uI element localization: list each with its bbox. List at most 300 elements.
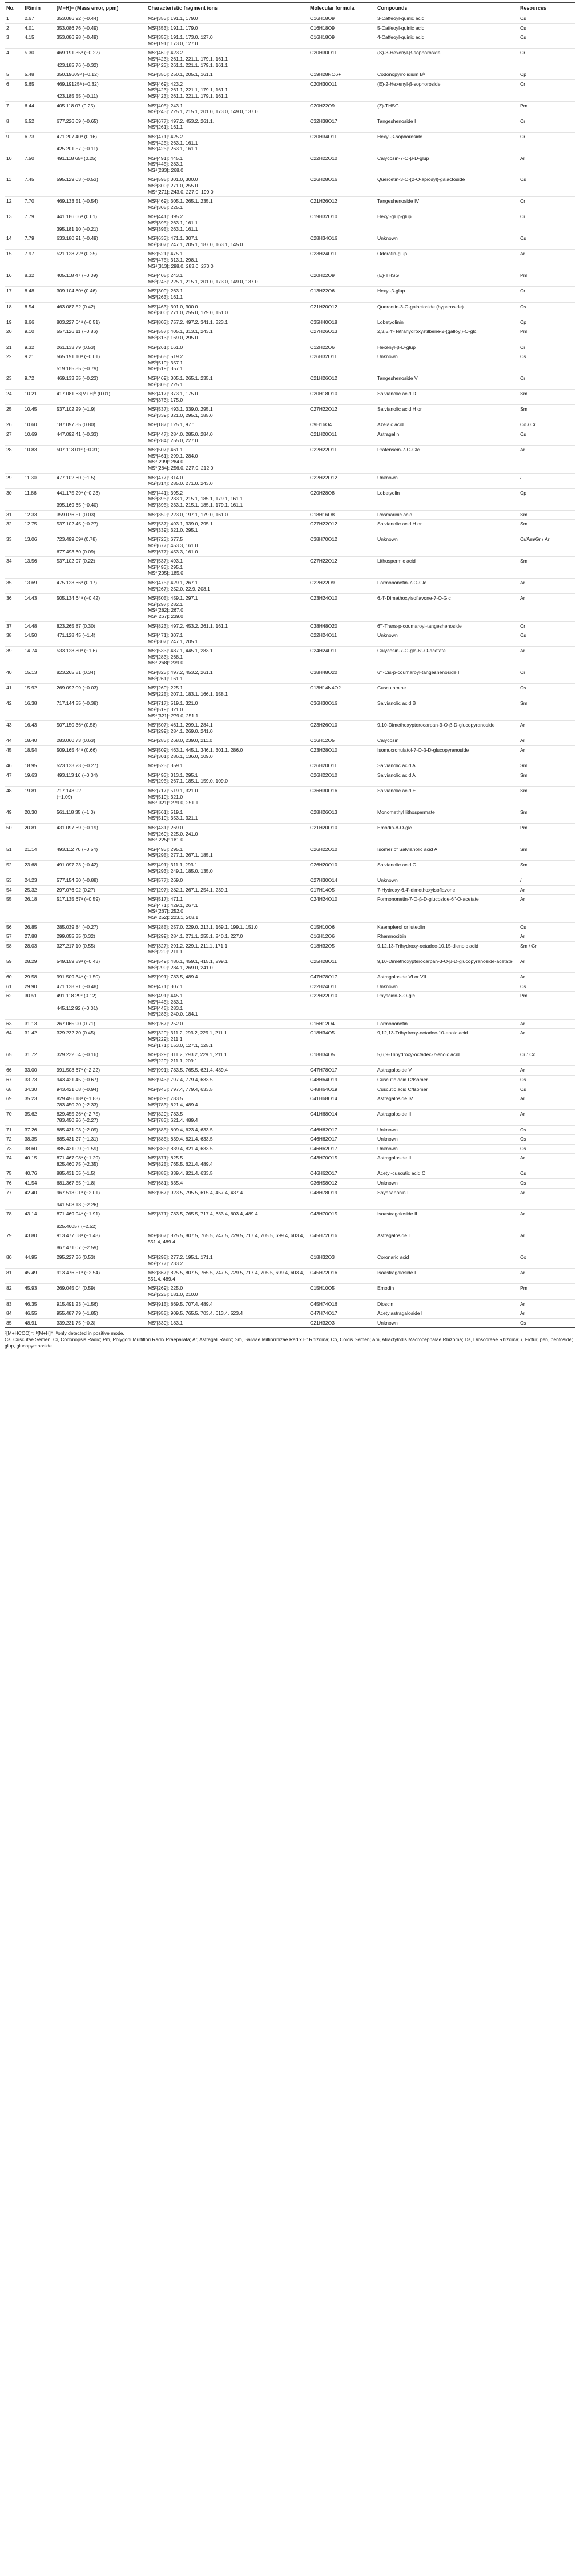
cell-fragment-ions-line: MS²[395]: 233.1, 215.1, 185.1, 179.1, 161.1 — [148, 502, 243, 508]
cell-no: 54 — [5, 885, 23, 895]
cell-mz-line: 267.065 90 (0.71) — [57, 1020, 95, 1026]
cell-mz — [55, 343, 146, 352]
cell-mz-line: 309.104 80ᵃ (0.46) — [57, 288, 98, 294]
cell-mz — [55, 302, 146, 318]
table-row — [5, 473, 575, 488]
cell-mz — [55, 668, 146, 684]
cell-no: 39 — [5, 647, 23, 668]
cell-mz — [55, 79, 146, 101]
cell-compound: 9,12,13-Trihydroxy-octadec-10,15-dienoic acid — [376, 941, 518, 957]
cell-no: 2 — [5, 23, 23, 33]
cell-molecular-formula: C20H28O8 — [308, 488, 376, 510]
cell-fragment-ions — [146, 70, 308, 80]
cell-fragment-ions-line: MS²[285]: 257.0, 229.0, 213.1, 169.1, 199.1, 151.0 — [148, 924, 258, 930]
cell-molecular-formula: C23H28O10 — [308, 746, 376, 761]
cell-fragment-ions-line: MS²[565]: 519.2 — [148, 354, 183, 360]
cell-retention-time: 46.55 — [23, 1309, 55, 1319]
cell-mz-line: 395.169 65 (−0.40) — [57, 502, 98, 508]
table-row — [5, 1253, 575, 1269]
cell-mz — [55, 271, 146, 287]
cell-compound: Hexenyl-β-D-glup — [376, 343, 518, 352]
cell-fragment-ions-line: MS⁴[313]: 298.0, 283.0, 270.0 — [148, 263, 214, 269]
cell-mz — [55, 621, 146, 631]
cell-mz-line: 269.045 04 (0.59) — [57, 1285, 95, 1291]
cell-fragment-ions-line: MS²[269]: 225.0 — [148, 1285, 183, 1291]
cell-molecular-formula: C20H22O9 — [308, 271, 376, 287]
cell-fragment-ions — [146, 271, 308, 287]
cell-fragment-ions-line: MS⁴[267]: 252.0 — [148, 908, 183, 914]
cell-molecular-formula: C27H22O12 — [308, 520, 376, 535]
cell-fragment-ions-line: MS³[229]: 211.1 — [148, 1036, 183, 1042]
cell-compound: Kaempferol or luteolin — [376, 922, 518, 932]
cell-fragment-ions-line: MS²[633]: 471.1, 307.1 — [148, 235, 198, 242]
cell-mz — [55, 1253, 146, 1269]
cell-fragment-ions-line: MS²[329]: 311.2, 293.2, 229.1, 211.1 — [148, 1030, 227, 1036]
cell-mz-line: 329.232 70 (0.45) — [57, 1030, 95, 1036]
table-row — [5, 23, 575, 33]
cell-resources: Cs — [518, 302, 575, 318]
cell-mz-line: 359.076 51 (0.03) — [57, 511, 95, 517]
table-row — [5, 1125, 575, 1135]
cell-mz-line: 297.076 02 (0.27) — [57, 886, 95, 893]
cell-mz-line: 565.191 10ᵃ (−0.01) — [57, 354, 100, 360]
cell-mz — [55, 101, 146, 117]
cell-no: 49 — [5, 808, 23, 823]
cell-mz — [55, 520, 146, 535]
table-row — [5, 405, 575, 420]
cell-mz — [55, 746, 146, 761]
cell-mz — [55, 197, 146, 212]
cell-compound: (S)-3-Hexenyl-β-sophoroside — [376, 49, 518, 70]
cell-resources: Sm — [518, 808, 575, 823]
cell-fragment-ions — [146, 1231, 308, 1253]
cell-mz-line: 533.128 80ᵃ (−1.6) — [57, 648, 98, 654]
cell-mz-line: 825.46057 (−2.52) — [57, 1223, 97, 1229]
cell-fragment-ions — [146, 1269, 308, 1284]
cell-fragment-ions-line: MS²[885]: 839.4, 821.4, 633.5 — [148, 1170, 213, 1177]
header-retention-time: tR/min — [23, 3, 55, 14]
cell-fragment-ions-line: MS²[405]: 243.1 — [148, 102, 183, 109]
cell-resources: Cr — [518, 621, 575, 631]
cell-fragment-ions-line: MS³[307]: 247.1, 205.1, 187.0, 163.1, 145.0 — [148, 241, 243, 247]
cell-fragment-ions — [146, 668, 308, 684]
cell-mz-line: 823.265 81 (0.34) — [57, 669, 95, 676]
cell-molecular-formula: C24H24O11 — [308, 647, 376, 668]
cell-compound: 2,3,5,4′-Tetrahydroxystilbene-2-(galloyl)-O-glc — [376, 327, 518, 343]
cell-retention-time: 42.40 — [23, 1188, 55, 1210]
table-row — [5, 1210, 575, 1231]
cell-compound: Emodin — [376, 1284, 518, 1299]
cell-compound: 3-Caffeoyl-quinic acid — [376, 14, 518, 24]
cell-fragment-ions — [146, 79, 308, 101]
cell-retention-time: 34.30 — [23, 1085, 55, 1094]
cell-mz-line — [57, 220, 144, 226]
cell-fragment-ions — [146, 594, 308, 621]
cell-retention-time: 4.15 — [23, 33, 55, 49]
cell-no: 35 — [5, 578, 23, 593]
table-row — [5, 1029, 575, 1050]
cell-compound: Unknown — [376, 631, 518, 647]
cell-fragment-ions-line: MS²[717]: 519.1, 321.0 — [148, 700, 198, 707]
cell-no: 30 — [5, 488, 23, 510]
cell-resources: Ar — [518, 736, 575, 746]
cell-mz-line: 941.508 18 (−2.26) — [57, 1201, 98, 1207]
cell-retention-time: 43.14 — [23, 1210, 55, 1231]
table-row — [5, 1019, 575, 1029]
cell-fragment-ions-line: MS³[297]: 282.1 — [148, 601, 183, 607]
table-row — [5, 786, 575, 808]
footnote-ion-adducts: ᵃ[M+HCOO]⁻; ᵇ[M+H]⁺; ᵇonly detected in positive mode. — [5, 1330, 124, 1337]
cell-mz-line: 823.265 87 (0.30) — [57, 623, 95, 629]
cell-resources: Cs — [518, 982, 575, 992]
table-row — [5, 1144, 575, 1154]
cell-mz-line: 431.097 69 (−0.19) — [57, 824, 98, 830]
cell-no: 6 — [5, 79, 23, 101]
cell-resources: Ar — [518, 1231, 575, 1253]
cell-no: 84 — [5, 1309, 23, 1319]
cell-mz-line: 915.491 23 (−1.56) — [57, 1301, 98, 1307]
cell-mz-line: 943.421 45 (−0.67) — [57, 1076, 98, 1082]
cell-fragment-ions — [146, 621, 308, 631]
table-row — [5, 1169, 575, 1179]
cell-mz — [55, 721, 146, 736]
cell-fragment-ions-line: MS²[681]: 635.4 — [148, 1180, 183, 1186]
cell-mz-line — [57, 1239, 144, 1245]
cell-resources: Cs — [518, 1144, 575, 1154]
cell-fragment-ions — [146, 302, 308, 318]
cell-no: 80 — [5, 1253, 23, 1269]
cell-molecular-formula: C18H34O5 — [308, 1029, 376, 1050]
cell-mz — [55, 352, 146, 374]
cell-mz — [55, 684, 146, 699]
cell-resources: Ar — [518, 1309, 575, 1319]
cell-fragment-ions-line: MS²[723]: 677.5 — [148, 536, 183, 543]
cell-fragment-ions — [146, 374, 308, 389]
cell-no: 40 — [5, 668, 23, 684]
cell-mz-line: 549.159 89ᵃ (−0.43) — [57, 958, 100, 965]
cell-mz — [55, 860, 146, 876]
cell-molecular-formula: C35H40O18 — [308, 318, 376, 327]
table-row — [5, 578, 575, 593]
cell-no: 55 — [5, 895, 23, 922]
cell-retention-time: 31.72 — [23, 1050, 55, 1066]
cell-retention-time: 48.91 — [23, 1318, 55, 1328]
table-row — [5, 234, 575, 250]
cell-mz — [55, 390, 146, 405]
cell-fragment-ions-line: MS²[885]: 839.4, 821.4, 633.5 — [148, 1145, 213, 1151]
cell-molecular-formula: C13H14N4O2 — [308, 684, 376, 699]
cell-mz-line: 441.175 29ᵃ (−0.23) — [57, 489, 100, 496]
cell-fragment-ions-line: MS²[537]: 493.1 — [148, 558, 183, 564]
cell-molecular-formula: C26H22O10 — [308, 771, 376, 786]
cell-fragment-ions-line: MS²[537]: 493.1, 339.0, 295.1 — [148, 521, 213, 527]
cell-retention-time: 14.48 — [23, 621, 55, 631]
cell-retention-time: 23.68 — [23, 860, 55, 876]
cell-retention-time: 46.35 — [23, 1299, 55, 1309]
table-row — [5, 1066, 575, 1076]
table-row — [5, 287, 575, 302]
cell-fragment-ions — [146, 318, 308, 327]
cell-no: 46 — [5, 761, 23, 771]
cell-resources: Cp — [518, 488, 575, 510]
cell-fragment-ions — [146, 23, 308, 33]
cell-fragment-ions-line: MS³[314]: 285.0, 271.0, 243.0 — [148, 480, 213, 487]
cell-retention-time: 44.95 — [23, 1253, 55, 1269]
cell-no: 41 — [5, 684, 23, 699]
cell-retention-time: 25.32 — [23, 885, 55, 895]
table-row — [5, 14, 575, 24]
cell-fragment-ions-line: MS⁴[225]: 181.0 — [148, 837, 183, 843]
cell-mz — [55, 895, 146, 922]
table-row — [5, 1284, 575, 1299]
cell-compound: Physcion-8-O-glc — [376, 992, 518, 1019]
table-row — [5, 631, 575, 647]
table-row — [5, 49, 575, 70]
table-row — [5, 318, 575, 327]
cell-mz-line: 471.207 40ᵃ (0.16) — [57, 133, 98, 139]
cell-resources: Cr — [518, 197, 575, 212]
cell-fragment-ions — [146, 405, 308, 420]
cell-mz-line: 885.431 65 (−1.5) — [57, 1170, 96, 1177]
cell-retention-time: 16.43 — [23, 721, 55, 736]
table-row — [5, 374, 575, 389]
cell-mz-line: 417.081 63[M+H]ᵇ (0.01) — [57, 391, 111, 397]
cell-resources: Sm — [518, 405, 575, 420]
cell-resources: Ar — [518, 973, 575, 982]
cell-retention-time: 33.73 — [23, 1075, 55, 1085]
cell-mz-line: 803.227 64ᵃ (−0.51) — [57, 319, 100, 325]
footnote-abbreviations: Cs, Cuscutae Semen; Cr, Codonopsis Radix; Pm, Polygoni Multiflori Radix Praeparata; Ar, Astragali Radix; Sm, Salviae Miltiorrhizae Radix Et Rhizoma; Co, Coicis Semen; Am, Atractylodis Macrocephalae Rhizoma; Ds, Dioscoreae Rhizoma; /, Fictur; pen, pentoside; glup, glucopyranoside. — [5, 1337, 573, 1349]
cell-resources: Ar — [518, 721, 575, 736]
cell-resources: Ar — [518, 895, 575, 922]
cell-fragment-ions-line: MS⁴[283]: 268.0 — [148, 167, 183, 173]
cell-mz — [55, 287, 146, 302]
cell-fragment-ions — [146, 860, 308, 876]
cell-fragment-ions-line: MS³[475]: 313.1, 298.1 — [148, 257, 198, 263]
cell-fragment-ions — [146, 1188, 308, 1210]
cell-compound: Rosmarinic acid — [376, 510, 518, 520]
cell-compound: Salvianolic acid A — [376, 761, 518, 771]
table-row — [5, 621, 575, 631]
cell-fragment-ions — [146, 473, 308, 488]
cell-fragment-ions — [146, 197, 308, 212]
cell-molecular-formula: C46H62O17 — [308, 1135, 376, 1145]
cell-resources: Cs — [518, 23, 575, 33]
cell-mz-line: 871.469 94ᵃ (−1.91) — [57, 1211, 100, 1217]
cell-mz — [55, 1075, 146, 1085]
table-row — [5, 746, 575, 761]
cell-retention-time: 15.92 — [23, 684, 55, 699]
cell-no: 29 — [5, 473, 23, 488]
cell-fragment-ions-line: MS³[783]: 621.4, 489.4 — [148, 1101, 198, 1108]
cell-molecular-formula: C20H30O11 — [308, 49, 376, 70]
cell-fragment-ions — [146, 430, 308, 446]
cell-mz — [55, 594, 146, 621]
cell-retention-time: 31.42 — [23, 1029, 55, 1050]
cell-no: 66 — [5, 1066, 23, 1076]
cell-fragment-ions — [146, 1144, 308, 1154]
cell-fragment-ions-line: MS³[305]: 225.1 — [148, 381, 183, 387]
cell-resources: Ar — [518, 1154, 575, 1169]
cell-fragment-ions — [146, 1210, 308, 1231]
cell-fragment-ions-line: MS²[329]: 311.2, 293.2, 229.1, 211.1 — [148, 1052, 227, 1058]
cell-fragment-ions — [146, 1066, 308, 1076]
cell-mz-line: 471.128 91 (−0.48) — [57, 983, 98, 989]
cell-molecular-formula: C47H74O17 — [308, 1309, 376, 1319]
cell-compound: Astragaloside II — [376, 1154, 518, 1169]
cell-fragment-ions-line: MS²[967]: 923.5, 795.5, 615.4, 457.4, 437.4 — [148, 1189, 243, 1195]
cell-no: 11 — [5, 175, 23, 197]
cell-no: 7 — [5, 101, 23, 117]
cell-fragment-ions-line: MS²[533]: 487.1, 445.1, 283.1 — [148, 648, 213, 654]
table-row — [5, 390, 575, 405]
cell-fragment-ions — [146, 520, 308, 535]
cell-resources: Cs — [518, 631, 575, 647]
cell-resources: Sm — [518, 845, 575, 860]
cell-no: 67 — [5, 1075, 23, 1085]
cell-mz-line: 471.128 45 (−1.4) — [57, 632, 96, 639]
cell-mz-line: 350.19609ᵇ (−0.12) — [57, 71, 99, 78]
cell-fragment-ions — [146, 736, 308, 746]
cell-mz-line: 783.450 20 (−2.33) — [57, 1101, 98, 1108]
cell-fragment-ions-line: MS³[243]: 225.1, 215.1, 201.0, 173.0, 149.0, 137.0 — [148, 109, 258, 115]
cell-mz — [55, 23, 146, 33]
cell-retention-time: 8.66 — [23, 318, 55, 327]
cell-mz — [55, 1144, 146, 1154]
cell-molecular-formula: C22H24O11 — [308, 982, 376, 992]
cell-molecular-formula: C28H34O16 — [308, 234, 376, 250]
cell-retention-time: 7.45 — [23, 175, 55, 197]
cell-retention-time: 10.60 — [23, 420, 55, 430]
cell-mz-line: 561.118 35 (−1.0) — [57, 809, 95, 815]
table-row — [5, 1299, 575, 1309]
cell-no: 23 — [5, 374, 23, 389]
cell-fragment-ions — [146, 132, 308, 154]
cell-mz — [55, 885, 146, 895]
cell-fragment-ions-line: MS²[191]: 173.0, 127.0 — [148, 40, 198, 46]
header-fragment-ions: Characteristic fragment ions — [146, 3, 308, 14]
cell-fragment-ions-line: MS²[463]: 301.0, 300.0 — [148, 303, 198, 310]
cell-mz — [55, 647, 146, 668]
cell-fragment-ions-line: MS²[867]: 825.5, 807.5, 765.5, 747.5, 729.5, 717.4, 705.5, 699.4, 603.4, 551.4, 489.4 — [148, 1233, 304, 1245]
cell-fragment-ions — [146, 1318, 308, 1328]
cell-fragment-ions-line: MS⁴[282]: 267.0 — [148, 607, 183, 613]
table-row — [5, 101, 575, 117]
cell-fragment-ions-line: MS²[491]: 445.1 — [148, 993, 183, 999]
table-row — [5, 154, 575, 175]
cell-fragment-ions — [146, 101, 308, 117]
cell-fragment-ions-line: MS³[269]: 225.0, 241.0 — [148, 830, 198, 837]
cell-fragment-ions — [146, 1309, 308, 1319]
cell-mz — [55, 1110, 146, 1125]
cell-fragment-ions-line: MS²[829]: 783.5 — [148, 1111, 183, 1117]
table-row — [5, 668, 575, 684]
table-row — [5, 1075, 575, 1085]
cell-fragment-ions-line: MS³[229]: 211.1, 209.1 — [148, 1057, 198, 1064]
table-row — [5, 70, 575, 80]
cell-retention-time: 13.69 — [23, 578, 55, 593]
cell-retention-time: 24.23 — [23, 876, 55, 886]
cell-resources: Cr / Co — [518, 1050, 575, 1066]
cell-fragment-ions — [146, 1019, 308, 1029]
cell-mz — [55, 1135, 146, 1145]
cell-fragment-ions-line: MS³[677]: 453.3, 161.0 — [148, 542, 198, 548]
cell-molecular-formula: C41H68O14 — [308, 1110, 376, 1125]
table-row — [5, 250, 575, 271]
cell-fragment-ions-line: MS³[445]: 283.1 — [148, 999, 183, 1005]
cell-fragment-ions-line: MS²[507]: 461.1, 299.1, 284.1 — [148, 722, 213, 728]
table-row — [5, 510, 575, 520]
cell-mz-line: 505.134 64ᵃ (−0.42) — [57, 595, 100, 601]
cell-mz-line: 991.508 67ᵃ (−2.22) — [57, 1067, 100, 1073]
cell-fragment-ions-line: MS²[475]: 429.1, 267.1 — [148, 579, 198, 585]
cell-compound: Azelaic acid — [376, 420, 518, 430]
cell-resources: Cr — [518, 287, 575, 302]
cell-fragment-ions — [146, 14, 308, 24]
cell-fragment-ions-line: MS³[313]: 169.0, 295.0 — [148, 334, 198, 340]
cell-fragment-ions-line: MS³[295]: 267.1, 185.1, 159.0, 109.0 — [148, 778, 228, 784]
cell-no: 70 — [5, 1110, 23, 1125]
cell-no: 14 — [5, 234, 23, 250]
cell-mz — [55, 1094, 146, 1110]
cell-fragment-ions-line: MS²[261]: 161.0 — [148, 344, 183, 350]
cell-molecular-formula: C41H68O14 — [308, 1094, 376, 1110]
cell-retention-time: 9.21 — [23, 352, 55, 374]
cell-fragment-ions-line: MS⁵[284]: 256.0, 227.0, 212.0 — [148, 465, 214, 471]
cell-compound: Isoastragaloside I — [376, 1269, 518, 1284]
cell-fragment-ions — [146, 420, 308, 430]
cell-fragment-ions-line: MS³[519]: 321.0 — [148, 793, 183, 800]
cell-mz-line: 445.112 92 (−0.01) — [57, 1005, 98, 1011]
cell-mz-line: 885.431 27 (−1.31) — [57, 1136, 98, 1142]
cell-molecular-formula: C45H72O16 — [308, 1269, 376, 1284]
cell-mz — [55, 33, 146, 49]
cell-retention-time: 7.50 — [23, 154, 55, 175]
cell-molecular-formula: C38H48O20 — [308, 668, 376, 684]
cell-no: 43 — [5, 721, 23, 736]
cell-fragment-ions-line: MS³[299]: 284.1, 269.0, 241.0 — [148, 728, 213, 734]
cell-mz-line: 295.227 36 (0.53) — [57, 1254, 95, 1260]
table-row — [5, 876, 575, 886]
cell-molecular-formula: C25H28O11 — [308, 957, 376, 973]
cell-fragment-ions — [146, 287, 308, 302]
cell-compound: Formononetin-7-O-Glc — [376, 578, 518, 593]
cell-fragment-ions — [146, 250, 308, 271]
cell-fragment-ions-line: MS²[471]: 307.1 — [148, 983, 183, 989]
cell-mz — [55, 175, 146, 197]
cell-compound: Acetylastragaloside I — [376, 1309, 518, 1319]
cell-mz — [55, 631, 146, 647]
cell-fragment-ions-line: MS³[267]: 252.0, 22.9, 208.1 — [148, 585, 210, 592]
cell-mz-line: 537.102 45 (−0.27) — [57, 521, 98, 527]
table-row — [5, 520, 575, 535]
cell-resources: Cs — [518, 33, 575, 49]
cell-mz — [55, 578, 146, 593]
table-row — [5, 343, 575, 352]
cell-no: 51 — [5, 845, 23, 860]
cell-mz-line: (−1.09) — [57, 793, 72, 800]
cell-fragment-ions-line: MS²[519]: 357.1 — [148, 366, 183, 372]
cell-compound: Unknown — [376, 1179, 518, 1189]
cell-mz — [55, 1210, 146, 1231]
cell-fragment-ions-line: MS³[300]: 271.0, 255.0 — [148, 183, 198, 189]
cell-mz-line — [57, 1195, 144, 1202]
cell-resources: Cr — [518, 132, 575, 154]
cell-no: 16 — [5, 271, 23, 287]
cell-mz-line: 423.185 76 (−0.32) — [57, 62, 98, 68]
cell-mz-line: 441.186 66ᵃ (0.01) — [57, 214, 98, 220]
cell-retention-time: 12.33 — [23, 510, 55, 520]
